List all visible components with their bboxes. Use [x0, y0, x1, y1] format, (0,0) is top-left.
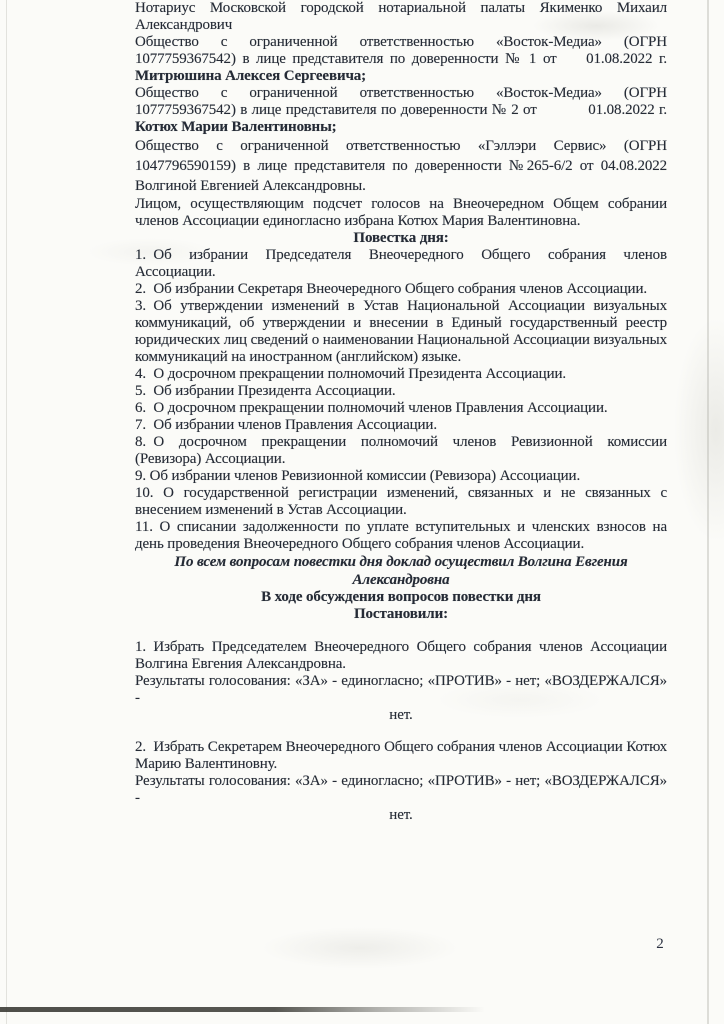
resolution-2-vote-results: Результаты голосования: «ЗА» - единогласно; «ПРОТИВ» - нет; «ВОЗДЕРЖАЛСЯ» -: [135, 773, 667, 806]
resolution-1-vote-tail: нет.: [389, 707, 413, 723]
party3-paragraph: Общество с ограниченной ответственностью «Гэллэри Сервис» (ОГРН 1047796590159) в лице представителя по доверенности №265-6/2 от 04.08.2022 Волгиной Евгенией Александровны.: [135, 138, 667, 194]
resolution-2: [135, 739, 667, 824]
document-content: [135, 0, 667, 824]
party1-paragraph: [135, 34, 667, 85]
report-heading: [135, 553, 667, 589]
party1-text: Общество с ограниченной ответственностью «Восток-Медиа» (ОГРН 1077759367542) в лице представителя по доверенности № 1 от 01.08.2022 г.: [135, 34, 667, 67]
agenda-item-9: 9. Об избрании членов Ревизионной комиссии (Ревизора) Ассоциации.: [135, 468, 581, 484]
report-heading-line2: Александровна: [352, 572, 450, 588]
agenda-item-1: 1. Об избрании Председателя Внеочередного Общего собрания членов Ассоциации.: [135, 247, 667, 280]
agenda-item-11: 11. О списании задолженности по уплате вступительных и членских взносов на день проведения Внеочередного Общего собрания членов Ассоциации.: [135, 519, 667, 552]
scan-bottom-shadow: [0, 1007, 724, 1012]
resolution-1: [135, 639, 667, 724]
party2-paragraph: [135, 85, 667, 136]
scan-left-edge: [0, 0, 7, 1024]
agenda-item-3: 3. Об утверждении изменений в Устав Национальной Ассоциации визуальных коммуникаций, об утверждении и внесении в Единый государственный реестр юридических лиц сведений о наименовании Национальной Ассоциации визуальных коммуникаций на иностранном (английском) языке.: [135, 298, 667, 365]
report-heading-line1: По всем вопросам повестки дня доклад осуществил Волгина Евгения: [174, 554, 628, 570]
page-number: 2: [656, 936, 664, 952]
party2-text: Общество с ограниченной ответственностью «Восток-Медиа» (ОГРН 1077759367542) в лице представителя по доверенности № 2 от 01.08.2022 г.: [135, 85, 667, 118]
resolved-heading: Постановили:: [353, 606, 448, 622]
scan-right-edge: [707, 0, 709, 1024]
resolution-1-text: 1. Избрать Председателем Внеочередного Общего собрания членов Ассоциации Волгина Евгения Александровна.: [135, 639, 667, 672]
agenda-item-10: 10. О государственной регистрации изменений, связанных и не связанных с внесением изменений в Устав Ассоциации.: [135, 485, 667, 518]
resolution-2-vote-tail: нет.: [389, 807, 413, 823]
agenda-item-8: 8. О досрочном прекращении полномочий членов Ревизионной комиссии (Ревизора) Ассоциации.: [135, 434, 667, 467]
agenda-item-7: 7. Об избрании членов Правления Ассоциации.: [135, 417, 437, 433]
party1-representative-name: Митрюшина Алексея Сергеевича;: [135, 68, 367, 84]
discussion-heading: В ходе обсуждения вопросов повестки дня: [261, 589, 541, 605]
resolution-2-text: 2. Избрать Секретарем Внеочередного Общего собрания членов Ассоциации Котюх Марию Валентиновну.: [135, 739, 667, 772]
agenda-title: Повестка дня:: [353, 230, 449, 246]
agenda-item-4: 4. О досрочном прекращении полномочий Президента Ассоциации.: [135, 366, 567, 382]
notary-paragraph: Нотариус Московской городской нотариальной палаты Якименко Михаил Александрович: [135, 0, 667, 33]
agenda-list: [135, 247, 667, 553]
resolution-1-vote-results: Результаты голосования: «ЗА» - единогласно; «ПРОТИВ» - нет; «ВОЗДЕРЖАЛСЯ» -: [135, 673, 667, 706]
agenda-item-5: 5. Об избрании Президента Ассоциации.: [135, 383, 396, 399]
agenda-item-2: 2. Об избрании Секретаря Внеочередного Общего собрания членов Ассоциации.: [135, 281, 647, 297]
agenda-item-6: 6. О досрочном прекращении полномочий членов Правления Ассоциации.: [135, 400, 608, 416]
vote-teller-paragraph: Лицом, осуществляющим подсчет голосов на Внеочередном Общем собрании членов Ассоциации единогласно избрана Котюх Мария Валентиновна.: [135, 196, 667, 229]
party2-representative-name: Котюх Марии Валентиновны;: [135, 119, 337, 135]
